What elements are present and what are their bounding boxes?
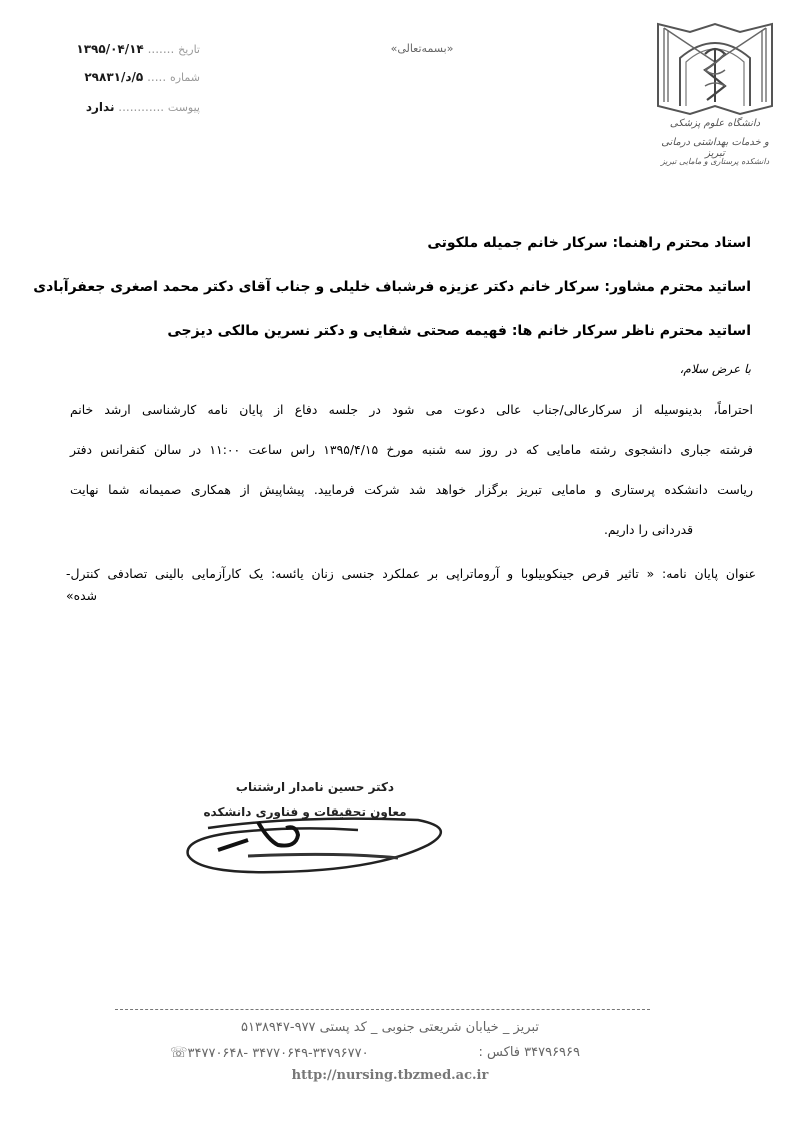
logo-caption-faculty: دانشکده پرستاری و مامایی تبریز [660, 157, 770, 166]
greeting-text: با عرض سلام، [679, 362, 751, 376]
footer-fax [479, 1045, 580, 1060]
addressee-supervisor: استاد محترم راهنما: سرکار خانم جمیله ملکوتی [427, 235, 751, 251]
fax-number: ۳۴۷۹۶۹۶۹ [524, 1045, 580, 1060]
date-dots: ....... [147, 42, 175, 56]
thesis-title-line-2: شده» [66, 588, 97, 603]
attachment-label: پیوست [167, 101, 200, 114]
date-label: تاریخ [178, 43, 200, 56]
number-label: شماره [169, 71, 200, 84]
logo-caption-services: و خدمات بهداشتی درمانی تبریز [661, 137, 769, 159]
bismillah-heading: «بسمه‌تعالی» [390, 42, 454, 55]
university-logo [650, 18, 780, 193]
signatory-role: معاون تحقیقات و فناوری دانشکده [203, 805, 407, 819]
number-value: ۵/د/۲۹۸۳۱ [84, 70, 144, 84]
footer-divider [115, 1009, 650, 1010]
logo-caption-university: دانشگاه علوم پزشکی [669, 118, 761, 129]
attachment-value: ندارد [85, 100, 115, 114]
thesis-title-line-1: عنوان پایان نامه: « تاثیر قرص جینکوبیلوبا و آروماتراپی بر عملکرد جنسی زنان یائسه: یک کارآزمایی بالینی تصادفی کنترل- [66, 566, 756, 581]
footer-website-link[interactable]: http://nursing.tbzmed.ac.ir [291, 1068, 489, 1083]
footer-phones: ۳۴۷۷۰۶۴۸- ۳۴۷۷۰۶۴۹-۳۴۷۹۶۷۷۰ [187, 1046, 369, 1061]
body-line-3: ریاست دانشکده پرستاری و مامایی تبریز برگزار خواهد شد شرکت فرمایید. پیشاپیش از همکاری صمیمانه شما نهایت [70, 482, 753, 497]
body-line-1: احتراماً، بدینوسیله از سرکارعالی/جناب عالی دعوت می شود در جلسه دفاع از پایان نامه کارشناسی ارشد خانم [70, 402, 753, 417]
date-value: ۱۳۹۵/۰۴/۱۴ [76, 42, 144, 56]
date-row [76, 42, 200, 62]
body-line-2: فرشته جباری دانشجوی رشته مامایی که در روز سه شنبه مورخ ۱۳۹۵/۴/۱۵ راس ساعت ۱۱:۰۰ در سالن کنفرانس دفتر [70, 442, 753, 457]
fax-label: فاکس : [478, 1045, 520, 1060]
footer-contact-row [170, 1045, 580, 1061]
addressee-observers: اساتید محترم ناظر سرکار خانم ها: فهیمه صحتی شفایی و دکتر نسرین مالکی دیزجی [167, 323, 751, 339]
number-row [80, 70, 200, 90]
attachment-dots: ............ [118, 100, 165, 114]
phone-icon: ☏ [170, 1045, 188, 1061]
signatory-name: دکتر حسین نامدار ارشتناب [235, 780, 395, 794]
attachment-row [80, 100, 200, 120]
addressee-advisors: اساتید محترم مشاور: سرکار خانم دکتر عزیزه فرشباف خلیلی و جناب آقای دکتر محمد اصغری جعفرآبادی [33, 279, 751, 295]
university-emblem-icon [650, 18, 780, 118]
footer-address: تبریز _ خیابان شریعتی جنوبی _ کد پستی ۹۷۷-۵۱۳۸۹۴۷ [241, 1020, 539, 1035]
body-line-4: قدردانی را داریم. [603, 522, 693, 537]
number-dots: ..... [147, 70, 167, 84]
